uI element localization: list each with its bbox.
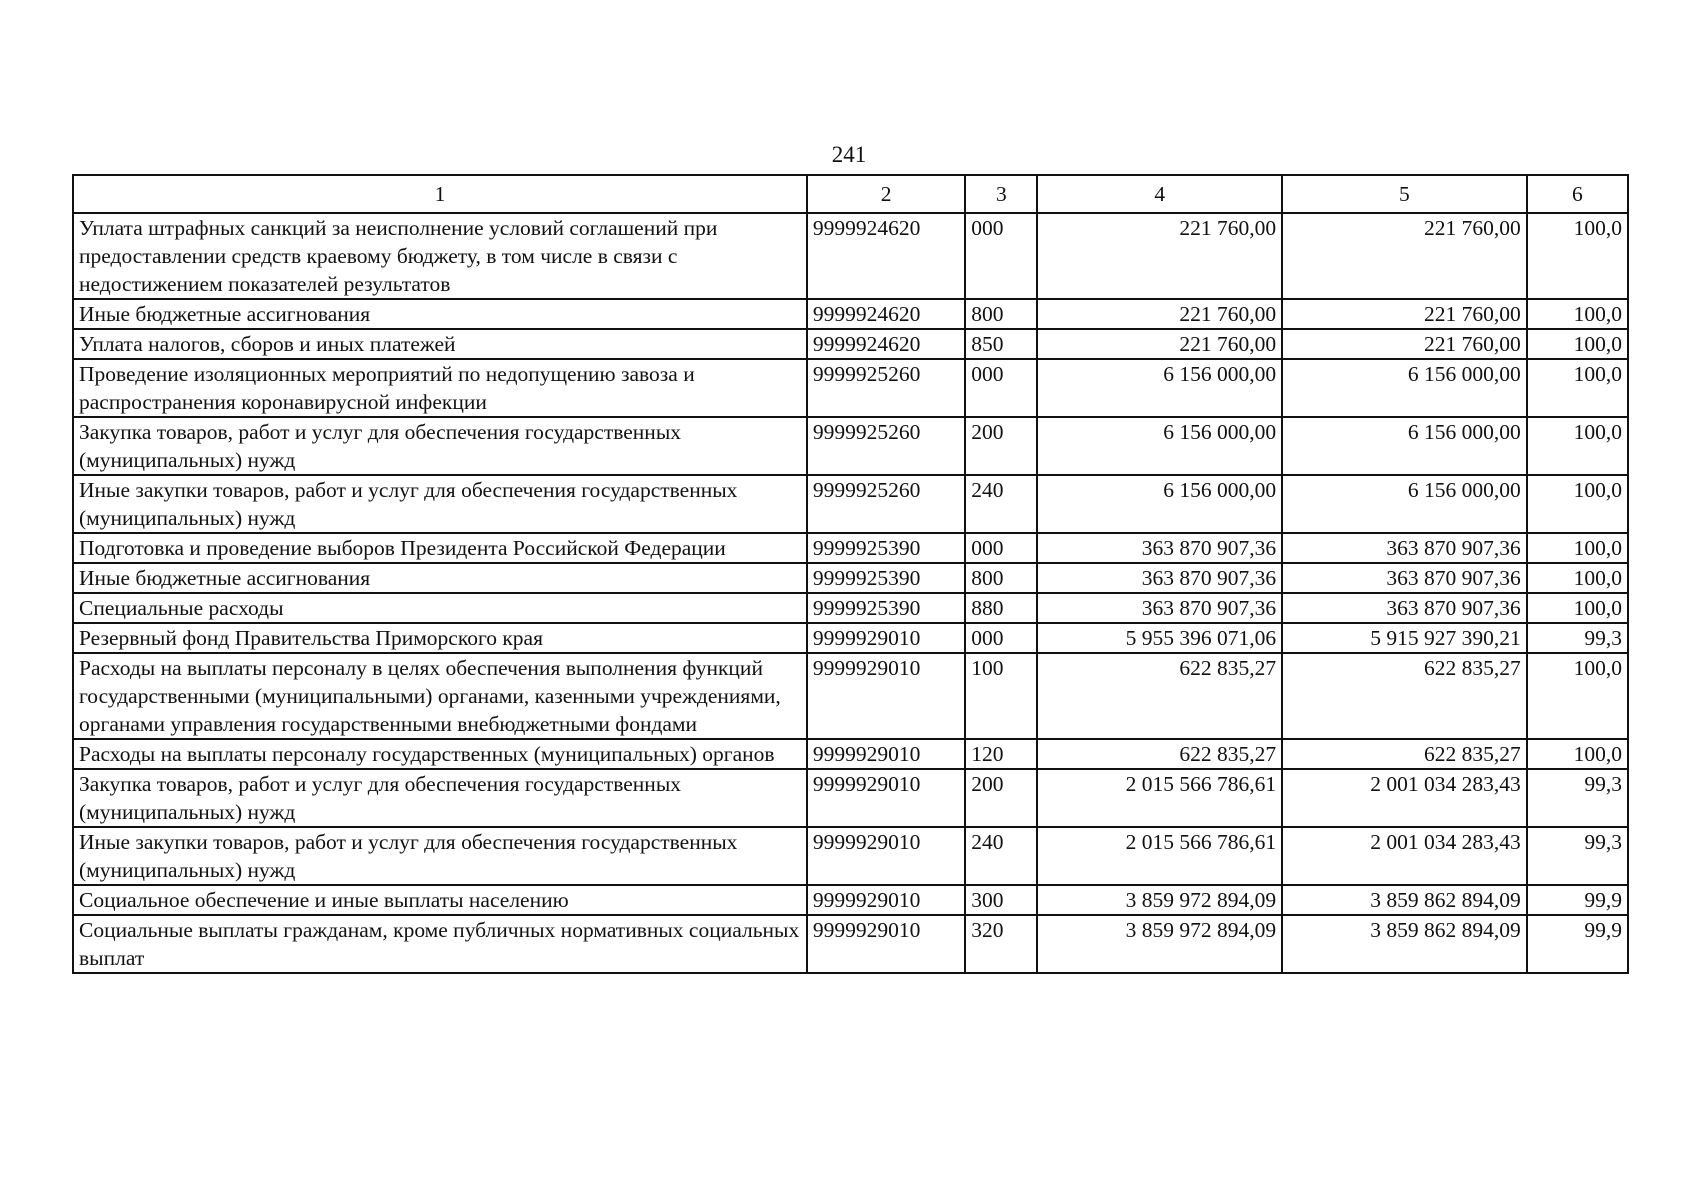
- expense-type-code: 100: [965, 653, 1037, 739]
- expense-type-code: 800: [965, 563, 1037, 593]
- execution-percent: 100,0: [1527, 593, 1628, 623]
- actual-amount: 363 870 907,36: [1282, 563, 1527, 593]
- planned-amount: 363 870 907,36: [1037, 533, 1282, 563]
- target-code: 9999924620: [807, 213, 965, 299]
- actual-amount: 221 760,00: [1282, 299, 1527, 329]
- target-code: 9999929010: [807, 885, 965, 915]
- expense-type-code: 880: [965, 593, 1037, 623]
- expense-type-code: 320: [965, 915, 1037, 973]
- execution-percent: 99,3: [1527, 827, 1628, 885]
- expense-name: Закупка товаров, работ и услуг для обеспечения государственных (муниципальных) нужд: [73, 769, 807, 827]
- execution-percent: 99,9: [1527, 885, 1628, 915]
- planned-amount: 363 870 907,36: [1037, 593, 1282, 623]
- target-code: 9999925390: [807, 593, 965, 623]
- table-row: [73, 623, 1628, 653]
- expense-name: Иные закупки товаров, работ и услуг для обеспечения государственных (муниципальных) нужд: [73, 827, 807, 885]
- expense-type-code: 000: [965, 533, 1037, 563]
- target-code: 9999929010: [807, 915, 965, 973]
- table-row: [73, 213, 1628, 299]
- execution-percent: 100,0: [1527, 653, 1628, 739]
- budget-table: [72, 174, 1629, 974]
- target-code: 9999929010: [807, 827, 965, 885]
- expense-type-code: 300: [965, 885, 1037, 915]
- expense-name: Иные закупки товаров, работ и услуг для обеспечения государственных (муниципальных) нужд: [73, 475, 807, 533]
- target-code: 9999925260: [807, 417, 965, 475]
- target-code: 9999924620: [807, 329, 965, 359]
- actual-amount: 221 760,00: [1282, 213, 1527, 299]
- table-row: [73, 417, 1628, 475]
- expense-name: Уплата штрафных санкций за неисполнение условий соглашений при предоставлении средств краевому бюджету, в том числе в связи с недостижением показателей результатов: [73, 213, 807, 299]
- execution-percent: 100,0: [1527, 533, 1628, 563]
- planned-amount: 3 859 972 894,09: [1037, 885, 1282, 915]
- column-header-6: 6: [1527, 175, 1628, 213]
- planned-amount: 622 835,27: [1037, 653, 1282, 739]
- planned-amount: 221 760,00: [1037, 329, 1282, 359]
- table-row: [73, 299, 1628, 329]
- actual-amount: 5 915 927 390,21: [1282, 623, 1527, 653]
- actual-amount: 3 859 862 894,09: [1282, 885, 1527, 915]
- column-header-5: 5: [1282, 175, 1527, 213]
- actual-amount: 6 156 000,00: [1282, 417, 1527, 475]
- actual-amount: 622 835,27: [1282, 653, 1527, 739]
- expense-type-code: 120: [965, 739, 1037, 769]
- actual-amount: 622 835,27: [1282, 739, 1527, 769]
- actual-amount: 363 870 907,36: [1282, 533, 1527, 563]
- page-number: 241: [831, 142, 867, 167]
- column-header-2: 2: [807, 175, 965, 213]
- planned-amount: 221 760,00: [1037, 299, 1282, 329]
- actual-amount: 2 001 034 283,43: [1282, 769, 1527, 827]
- expense-name: Специальные расходы: [73, 593, 807, 623]
- table-row: [73, 475, 1628, 533]
- expense-name: Закупка товаров, работ и услуг для обеспечения государственных (муниципальных) нужд: [73, 417, 807, 475]
- planned-amount: 3 859 972 894,09: [1037, 915, 1282, 973]
- actual-amount: 2 001 034 283,43: [1282, 827, 1527, 885]
- execution-percent: 100,0: [1527, 299, 1628, 329]
- expense-type-code: 240: [965, 475, 1037, 533]
- expense-name: Подготовка и проведение выборов Президента Российской Федерации: [73, 533, 807, 563]
- expense-name: Социальное обеспечение и иные выплаты населению: [73, 885, 807, 915]
- target-code: 9999925390: [807, 533, 965, 563]
- execution-percent: 100,0: [1527, 417, 1628, 475]
- execution-percent: 99,3: [1527, 769, 1628, 827]
- expense-name: Иные бюджетные ассигнования: [73, 299, 807, 329]
- table-header-row: [73, 175, 1628, 213]
- target-code: 9999929010: [807, 739, 965, 769]
- table-row: [73, 563, 1628, 593]
- planned-amount: 2 015 566 786,61: [1037, 769, 1282, 827]
- table-row: [73, 739, 1628, 769]
- expense-type-code: 850: [965, 329, 1037, 359]
- execution-percent: 99,9: [1527, 915, 1628, 973]
- expense-name: Резервный фонд Правительства Приморского края: [73, 623, 807, 653]
- planned-amount: 622 835,27: [1037, 739, 1282, 769]
- expense-type-code: 000: [965, 623, 1037, 653]
- table-row: [73, 533, 1628, 563]
- execution-percent: 100,0: [1527, 359, 1628, 417]
- execution-percent: 100,0: [1527, 475, 1628, 533]
- target-code: 9999925260: [807, 359, 965, 417]
- expense-type-code: 200: [965, 417, 1037, 475]
- expense-name: Иные бюджетные ассигнования: [73, 563, 807, 593]
- actual-amount: 6 156 000,00: [1282, 359, 1527, 417]
- table-row: [73, 915, 1628, 973]
- planned-amount: 6 156 000,00: [1037, 475, 1282, 533]
- expense-name: Расходы на выплаты персоналу в целях обеспечения выполнения функций государственными (муниципальными) органами, казенными учреждениями, органами управления государственными внебюджетными фондами: [73, 653, 807, 739]
- execution-percent: 100,0: [1527, 213, 1628, 299]
- target-code: 9999924620: [807, 299, 965, 329]
- expense-name: Расходы на выплаты персоналу государственных (муниципальных) органов: [73, 739, 807, 769]
- execution-percent: 100,0: [1527, 739, 1628, 769]
- planned-amount: 6 156 000,00: [1037, 359, 1282, 417]
- expense-name: Уплата налогов, сборов и иных платежей: [73, 329, 807, 359]
- planned-amount: 5 955 396 071,06: [1037, 623, 1282, 653]
- expense-type-code: 000: [965, 359, 1037, 417]
- table-row: [73, 769, 1628, 827]
- table-row: [73, 827, 1628, 885]
- column-header-4: 4: [1037, 175, 1282, 213]
- planned-amount: 221 760,00: [1037, 213, 1282, 299]
- planned-amount: 2 015 566 786,61: [1037, 827, 1282, 885]
- actual-amount: 6 156 000,00: [1282, 475, 1527, 533]
- target-code: 9999929010: [807, 623, 965, 653]
- expense-type-code: 240: [965, 827, 1037, 885]
- target-code: 9999929010: [807, 769, 965, 827]
- expense-type-code: 200: [965, 769, 1037, 827]
- actual-amount: 3 859 862 894,09: [1282, 915, 1527, 973]
- table-row: [73, 653, 1628, 739]
- expense-name: Социальные выплаты гражданам, кроме публичных нормативных социальных выплат: [73, 915, 807, 973]
- target-code: 9999925390: [807, 563, 965, 593]
- actual-amount: 363 870 907,36: [1282, 593, 1527, 623]
- expense-type-code: 800: [965, 299, 1037, 329]
- table-row: [73, 885, 1628, 915]
- table-row: [73, 329, 1628, 359]
- execution-percent: 100,0: [1527, 563, 1628, 593]
- execution-percent: 100,0: [1527, 329, 1628, 359]
- expense-type-code: 000: [965, 213, 1037, 299]
- planned-amount: 363 870 907,36: [1037, 563, 1282, 593]
- table-row: [73, 359, 1628, 417]
- actual-amount: 221 760,00: [1282, 329, 1527, 359]
- column-header-3: 3: [965, 175, 1037, 213]
- target-code: 9999925260: [807, 475, 965, 533]
- target-code: 9999929010: [807, 653, 965, 739]
- column-header-1: 1: [73, 175, 807, 213]
- planned-amount: 6 156 000,00: [1037, 417, 1282, 475]
- expense-name: Проведение изоляционных мероприятий по недопущению завоза и распространения коронавирусной инфекции: [73, 359, 807, 417]
- table-row: [73, 593, 1628, 623]
- execution-percent: 99,3: [1527, 623, 1628, 653]
